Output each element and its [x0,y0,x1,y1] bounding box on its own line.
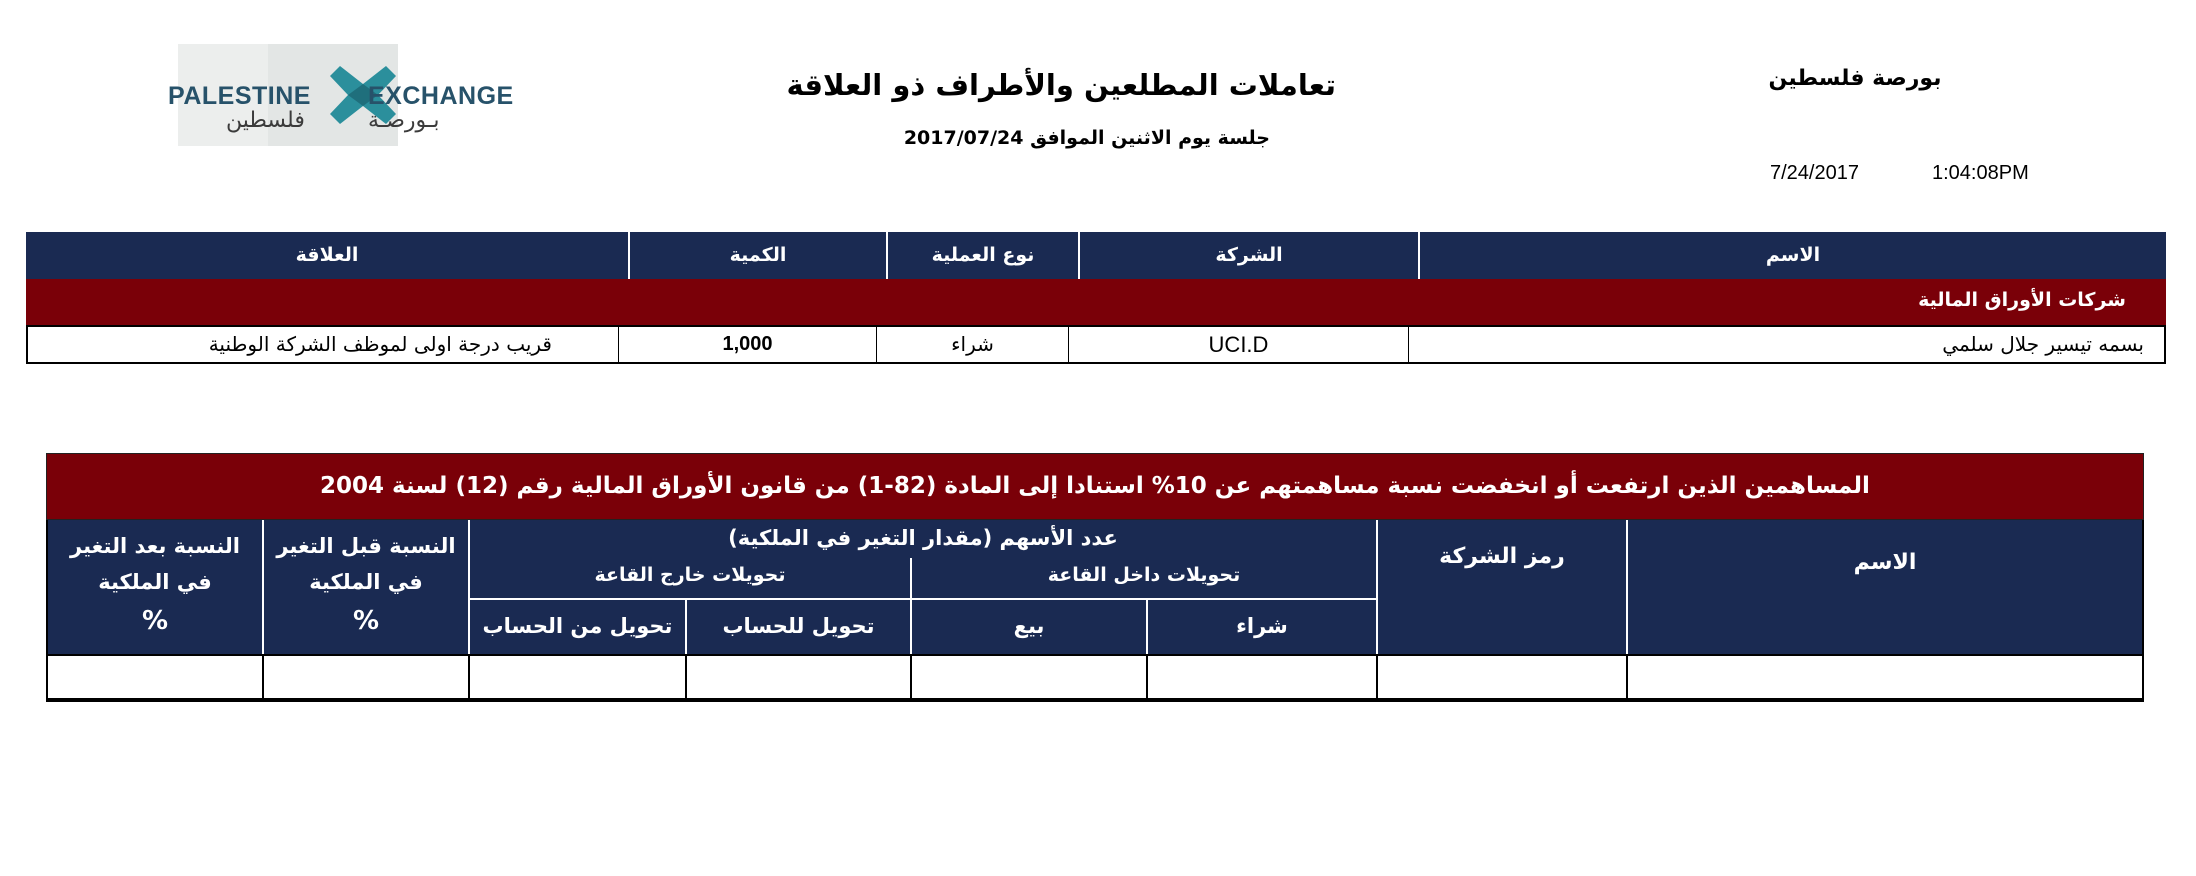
column-header-transfer-from-account: تحويل من الحساب [482,614,673,638]
column-header-ratio-after-line1: النسبة بعد التغير [70,534,240,558]
cell-name: بسمه تيسير جلال سلمي [1408,327,2164,362]
shareholders-table-title: المساهمين الذين ارتفعت أو انخفضت نسبة مساهمتهم عن 10% استنادا إلى المادة (82-1) من قانون الأوراق المالية رقم (12) لسنة 2004 [320,473,1870,499]
logo-text-arabic-exchange: بـورصـة [368,108,440,133]
shareholders-table-header [46,520,2144,654]
divider [910,656,912,700]
column-group-outside-hall: تحويلات خارج القاعة [594,564,786,586]
session-subtitle: جلسة يوم الاثنين الموافق 2017/07/24 [903,127,1270,149]
table-row-empty [46,654,2144,702]
divider [1146,656,1148,700]
column-header-ratio-after-percent: % [141,606,169,636]
cell-company: UCI.D [1068,327,1408,362]
cell-operation: شراء [876,327,1068,362]
divider [1376,656,1378,700]
organization-name: بورصة فلسطين [1768,66,1942,91]
report-time: 1:04:08PM [1932,162,2029,184]
divider [1376,520,1378,654]
page-title: تعاملات المطلعين والأطراف ذو العلاقة [786,68,1336,102]
column-header-sell: بيع [1013,614,1045,638]
column-header-name: الاسم [1853,550,1917,575]
divider [1626,656,1628,700]
column-header-company-symbol: رمز الشركة [1439,544,1565,569]
insiders-table-header [26,232,2166,279]
column-header-relation: العلاقة [295,244,359,266]
column-group-shares-change: عدد الأسهم (مقدار التغير في الملكية) [728,526,1118,550]
column-header-ratio-before-line2: في الملكية [309,570,423,594]
column-header-name: الاسم [1418,232,2166,279]
column-header-company: الشركة [1078,232,1418,279]
palestine-exchange-logo [158,44,514,146]
cell-relation: قريب درجة اولى لموظف الشركة الوطنية [208,332,552,356]
cell-quantity: 1,000 [618,327,876,362]
column-header-buy: شراء [1236,614,1288,638]
shareholders-table-title-band [46,453,2144,520]
column-header-quantity: الكمية [628,232,886,279]
divider [468,656,470,700]
column-header-operation: نوع العملية [886,232,1078,279]
divider [262,656,264,700]
logo-text-exchange: EXCHANGE [368,82,514,110]
logo-text-arabic-palestine: فلسطين [226,108,305,133]
column-header-ratio-before-line1: النسبة قبل التغير [276,534,456,558]
report-date: 7/24/2017 [1770,162,1859,184]
divider [1626,520,1628,654]
divider [468,598,1378,600]
logo-text-palestine: PALESTINE [168,82,311,110]
divider [685,656,687,700]
column-header-ratio-before-percent: % [352,606,380,636]
table-row [26,325,2166,364]
column-header-transfer-to-account: تحويل للحساب [722,614,875,638]
column-header-ratio-after-line2: في الملكية [98,570,212,594]
section-band-securities-companies [26,279,2166,325]
section-label: شركات الأوراق المالية [1918,289,2126,311]
column-group-inside-hall: تحويلات داخل القاعة [1047,564,1241,586]
